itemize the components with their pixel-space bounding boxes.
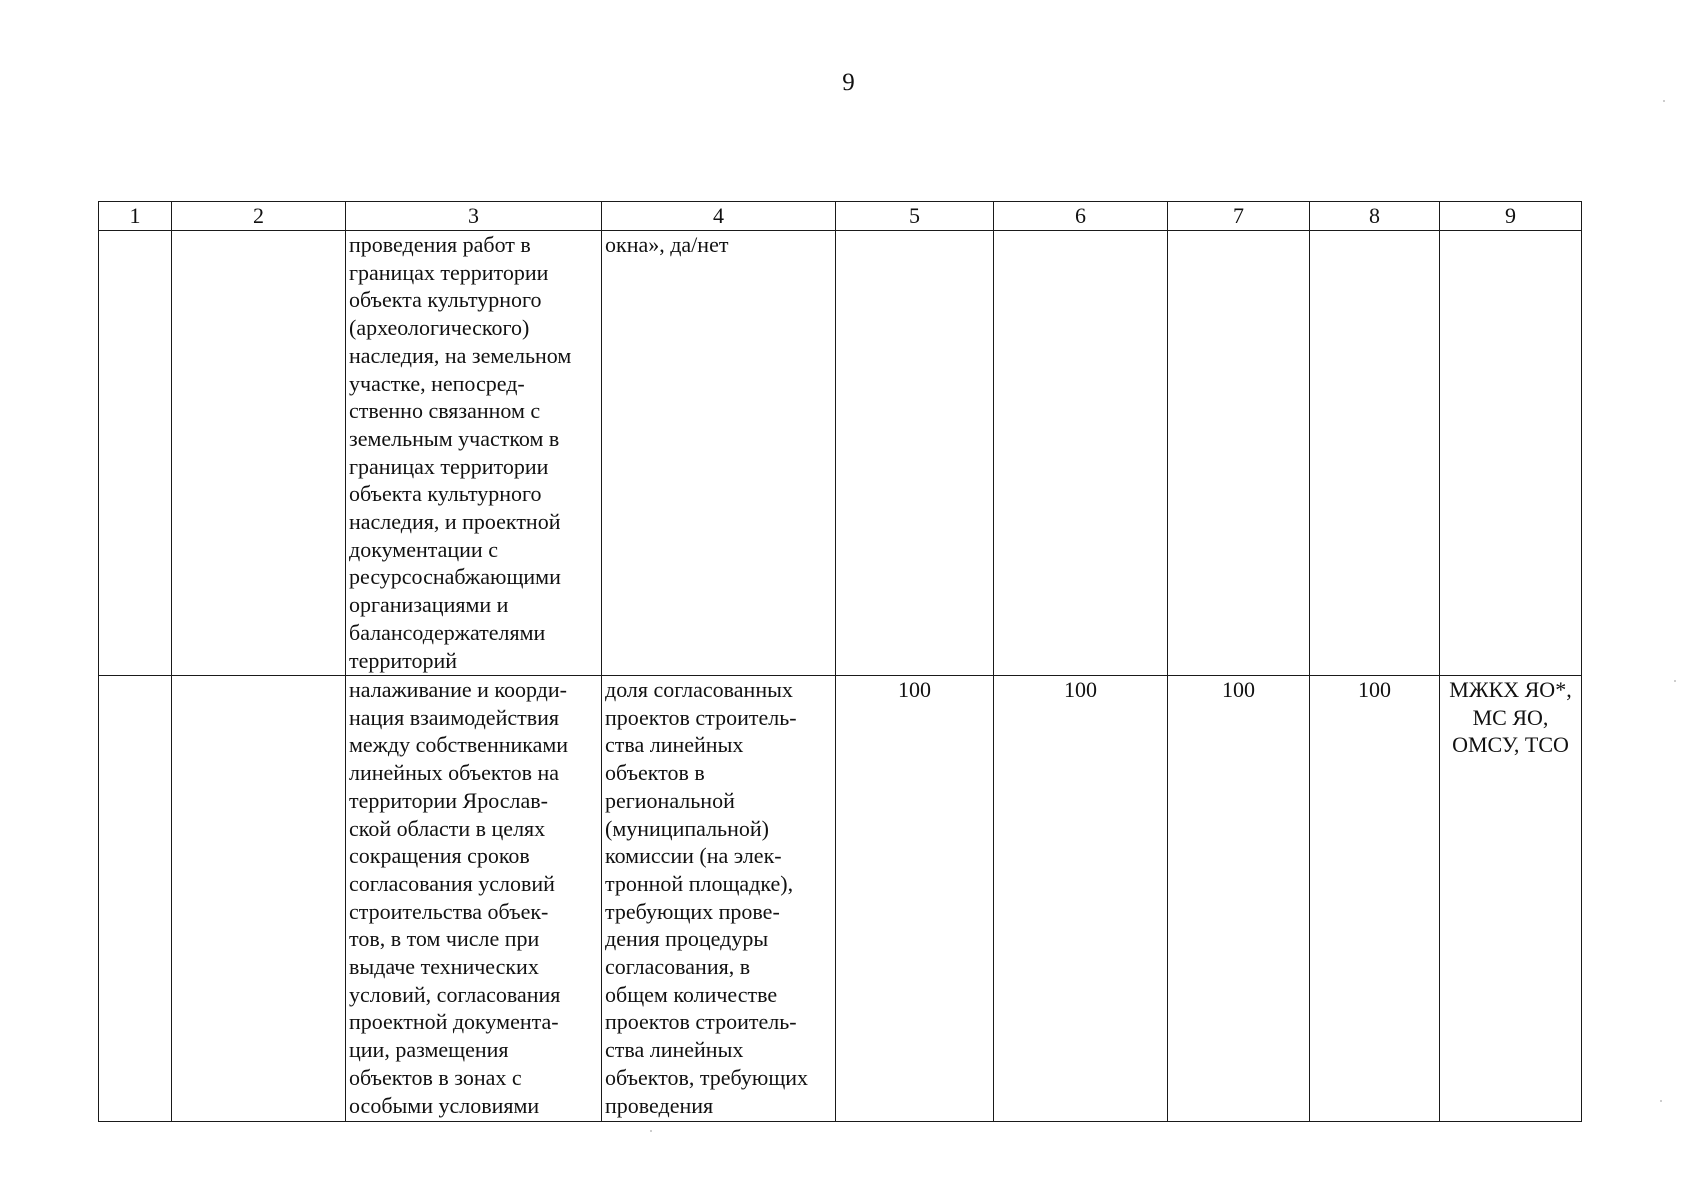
row1-col7 [1168, 231, 1310, 676]
scan-speck [650, 1130, 652, 1132]
page-number: 9 [842, 69, 855, 96]
header-col-8: 8 [1310, 202, 1440, 231]
row2-value-col6: 100 [994, 676, 1168, 1122]
row2-value-col7: 100 [1168, 676, 1310, 1122]
scan-speck [1663, 100, 1665, 102]
row2-measure-text: налаживание и коорди- нация взаимодействия между собственниками линейных объектов на территории Ярослав- ской области в целях сокращения сроков согласования условий строительства объек- тов, в том числе при выдаче технических условий, согласования проектной документа- ции, размещения объектов в зонах с особыми условиями [346, 676, 602, 1122]
table-row [99, 231, 1582, 676]
row2-responsible: МЖКХ ЯО*, МС ЯО, ОМСУ, ТСО [1440, 676, 1582, 1122]
document-table [98, 201, 1582, 1122]
row1-measure-text: проведения работ в границах территории объекта культурного (археологического) наследия, на земельном участке, непосред- ственно связанном с земельным участком в границах территории объекта культурного наследия, и проектной документации с ресурсоснабжающими организациями и балансодержателями территорий [346, 231, 602, 676]
scan-speck [1660, 1100, 1662, 1102]
row2-value-col8: 100 [1310, 676, 1440, 1122]
row1-indicator-text: окна», да/нет [602, 231, 836, 676]
row1-col6 [994, 231, 1168, 676]
header-col-2: 2 [172, 202, 346, 231]
row1-col9 [1440, 231, 1582, 676]
row1-col8 [1310, 231, 1440, 676]
header-col-3: 3 [346, 202, 602, 231]
header-col-4: 4 [602, 202, 836, 231]
row1-col2 [172, 231, 346, 676]
header-col-6: 6 [994, 202, 1168, 231]
table-row [99, 676, 1582, 1122]
row2-value-col5: 100 [836, 676, 994, 1122]
header-col-7: 7 [1168, 202, 1310, 231]
header-col-9: 9 [1440, 202, 1582, 231]
row1-col5 [836, 231, 994, 676]
row1-col1 [99, 231, 172, 676]
header-col-1: 1 [99, 202, 172, 231]
row2-indicator-text: доля согласованных проектов строитель- ства линейных объектов в региональной (муниципальной) комиссии (на элек- тронной площадке), требующих прове- дения процедуры согласования, в общем количестве проектов строитель- ства линейных объектов, требующих проведения [602, 676, 836, 1122]
table-header-row [99, 202, 1582, 231]
header-col-5: 5 [836, 202, 994, 231]
row2-col1 [99, 676, 172, 1122]
row2-col2 [172, 676, 346, 1122]
scan-speck [1674, 680, 1676, 682]
